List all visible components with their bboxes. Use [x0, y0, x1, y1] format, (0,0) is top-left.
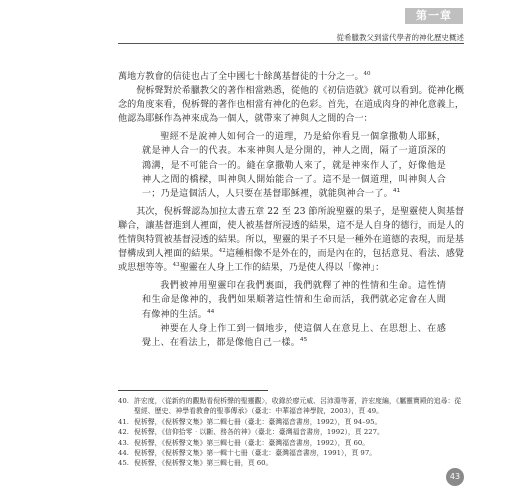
main-text [118, 70, 464, 350]
page-number: 43 [446, 468, 464, 486]
footnote-ref: 44 [207, 308, 215, 315]
quote-text: 聖經不是說神人如何合一的道理，乃是給你看見一個拿撒勒人耶穌，就是神人合一的代表。本來神與人是分開的，神人之間，隔了一道頂深的鴻溝，是不可能合一的。縫在拿撒勒人來了，就是神來作人了，好像他是神人之間的橋樑，叫神與人開始能合一了。這不是一個道理，叫神與人合一；乃是這個活人，人只要在基督耶穌裡，就能與神合一了。$^{41}$ [142, 132, 446, 199]
block-quote [142, 130, 446, 200]
footnote-ref: 42 [218, 248, 226, 255]
paragraph: 萬地方教會的信徒也占了全中國七十餘萬基督徒的十分之一。$^{40}$ [118, 71, 371, 82]
quote-text: 神要在人身上作工到一個地步，使這個人在意見上、在思想上、在感覺上、在看法上，都是像他自己一樣。$^{45}$ [142, 323, 446, 348]
footnote: 43. 倪柝聲，《倪柝聲文集》第三輯七冊（臺北：臺灣福音書房，1992），頁 60。 [118, 438, 370, 447]
footnotes [118, 396, 464, 469]
footnote-ref: 41 [392, 187, 401, 194]
chapter-label: 第一章 [405, 8, 463, 24]
footnote: 41. 倪柝聲，《倪柝聲文集》第二輯七冊（臺北：臺灣福音書房，1992），頁 94–95。 [118, 417, 382, 426]
chapter-subtitle: 從希臘教父到當代學者的神化歷史概述 [336, 33, 464, 42]
paragraph: 其次，倪柝聲認為加拉太書五章 22 至 23 節所說聖靈的果子，是聖靈使人與基督聯合，讓基督進到人裡面，使人被基督所浸透的結果，這不是人自身的德行，而是人的性情與特質被基督浸透的結果。所以，聖靈的果子不只是一種外在道德的表現，而是基督構成到人裡面的結果。$^{42}$這種相像不是外在的，而是內在的，包括意見、看法、感覺或思想等等。$^{43}$聖靈在人身上工作的結果，乃是使人得以「像神」： [118, 206, 464, 274]
footnote-ref: 43 [172, 262, 180, 269]
header-divider [118, 43, 464, 44]
footnote-ref: 40 [363, 71, 371, 77]
footnote-divider [118, 390, 268, 391]
paragraph: 倪柝聲對於希臘教父的著作相當熟悉，從他的《初信造就》就可以看到。從神化概念的角度來看，倪柝聲的著作也相當有神化的色彩。首先，在道成肉身的神化意義上，他認為耶穌作為神來成為一個人，就帶來了神與人之間的合一： [118, 86, 464, 125]
quote-text: 我們被神用聖靈印在我們裏面，我們就釋了神的性情和生命。這性情和生命是像神的，我們如果順著這性情和生命而活，我們就必定會在人間有像神的生活。$^{44}$ [142, 281, 446, 320]
footnote: 45. 倪柝聲，《倪柝聲文集》第三輯七冊，頁 60。 [118, 459, 273, 468]
footnote-ref: 45 [300, 336, 308, 343]
block-quote [142, 279, 446, 349]
footnote: 44. 倪柝聲，《倪柝聲文集》第一輯十七冊（臺北：臺灣福音書房，1991），頁 97。 [118, 449, 377, 458]
footnote: 42. 倪柝聲，《信仰拾零‧以斷、務各的神》（臺北：臺灣福音書房，1992），頁 227。 [118, 428, 384, 437]
footnote: 40. 許宏度，〈從新約的觀點看倪柝聲的聖靈觀〉，收錄於廖元威、呂沛淵等著，許宏度編，《屬靈寶殿的追尋：從聖經、歷史、神學看教會的聖事傳承》（臺北：中華福音神學院，2003），頁 49。 [118, 397, 462, 416]
